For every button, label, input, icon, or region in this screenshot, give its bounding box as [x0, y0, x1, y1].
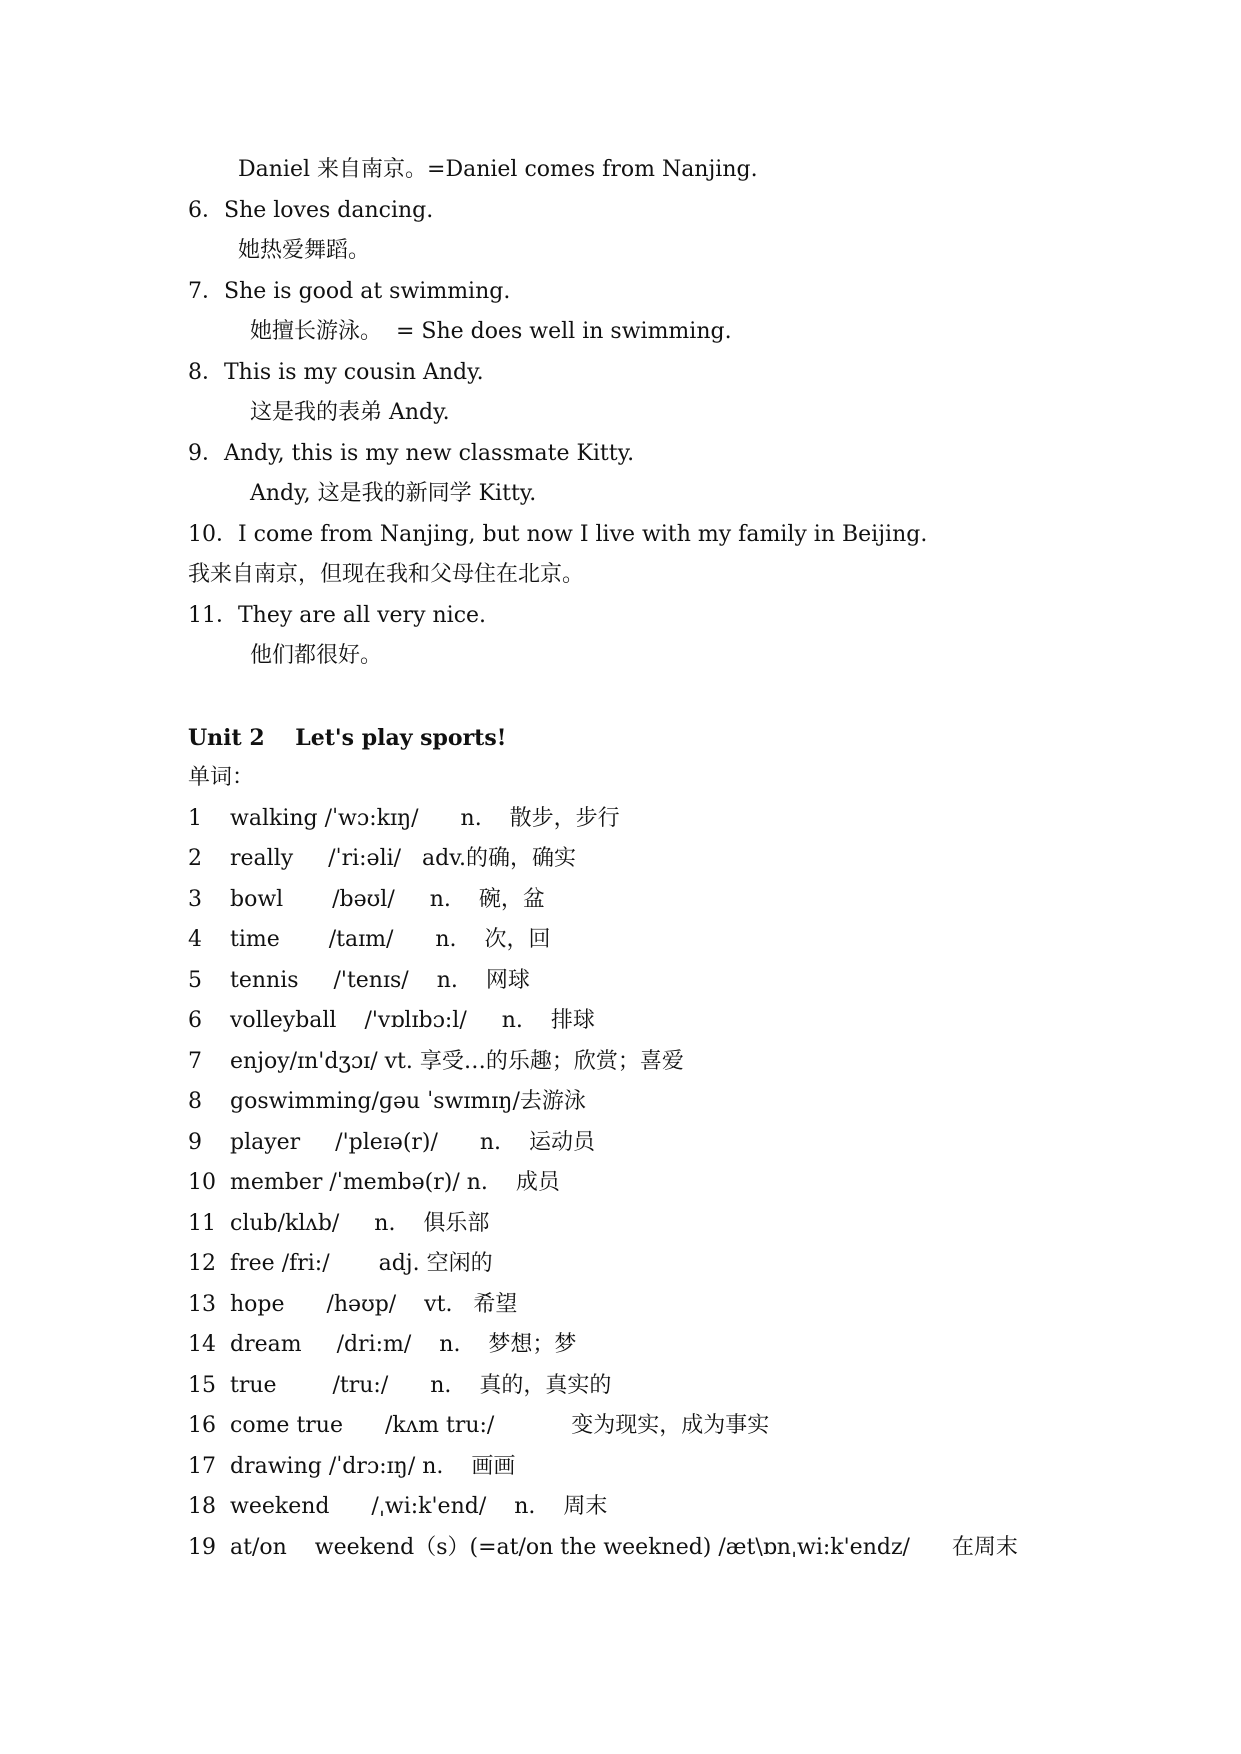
- vocab-entry: bowl /bəʊl/ n. 碗，盆: [230, 887, 545, 912]
- vocab-num: 8: [188, 1089, 202, 1114]
- vocab-num: 9: [188, 1130, 202, 1155]
- vocab-num: 15: [188, 1373, 216, 1398]
- vocab-num: 4: [188, 927, 202, 952]
- sentence-5-translation: Daniel 来自南京。=Daniel comes from Nanjing.: [238, 157, 758, 182]
- vocab-entry: member /ˈmembə(r)/ n. 成员: [230, 1170, 560, 1195]
- vocab-entry: club/klʌb/ n. 俱乐部: [230, 1211, 490, 1236]
- vocab-num: 16: [188, 1413, 216, 1438]
- vocab-num: 6: [188, 1008, 202, 1033]
- sentence-6-translation: 她热爱舞蹈。: [238, 238, 371, 263]
- vocab-num: 12: [188, 1251, 216, 1276]
- vocab-entry: weekend /ˌwi:k'end/ n. 周末: [230, 1494, 608, 1519]
- vocab-num: 1: [188, 806, 202, 831]
- vocab-num: 14: [188, 1332, 216, 1357]
- vocab-num: 10: [188, 1170, 216, 1195]
- sentence-11-translation: 他们都很好。: [250, 643, 383, 668]
- sentence-9: 9．Andy, this is my new classmate Kitty.: [188, 441, 635, 466]
- sentence-11: 11．They are all very nice.: [188, 603, 487, 628]
- sentence-7: 7．She is good at swimming.: [188, 279, 511, 304]
- sentence-9-translation: Andy, 这是我的新同学 Kitty.: [250, 481, 537, 506]
- vocab-entry: volleyball /'vɒlɪbɔ:l/ n. 排球: [230, 1008, 595, 1033]
- vocab-entry: walking /ˈwɔ:kɪŋ/ n. 散步，步行: [230, 806, 620, 831]
- vocab-entry: goswimming/ɡəu ˈswɪmɪŋ/去游泳: [230, 1089, 586, 1114]
- sentence-7-translation: 她擅长游泳。 = She does well in swimming.: [250, 319, 732, 344]
- vocab-entry: come true /kʌm tru:/ 变为现实，成为事实: [230, 1413, 770, 1438]
- vocab-entry: really /ˈri:əli/ adv.的确，确实: [230, 846, 577, 871]
- vocab-heading: 单词：: [188, 765, 255, 790]
- vocab-entry: player /'pleɪə(r)/ n. 运动员: [230, 1130, 596, 1155]
- vocab-entry: drawing /ˈdrɔ:ɪŋ/ n. 画画: [230, 1454, 516, 1479]
- vocab-entry: time /taɪm/ n. 次，回: [230, 927, 551, 952]
- sentence-10-translation: 我来自南京，但现在我和父母住在北京。: [188, 562, 585, 587]
- vocab-num: 17: [188, 1454, 216, 1479]
- vocab-num: 18: [188, 1494, 216, 1519]
- vocab-entry: at/on weekend（s）(=at/on the weekned) /æt\ɒnˌwi:k'endz/ 在周末: [230, 1535, 1018, 1560]
- vocab-entry: tennis /'tenɪs/ n. 网球: [230, 968, 530, 993]
- vocab-num: 13: [188, 1292, 216, 1317]
- vocab-num: 19: [188, 1535, 216, 1560]
- vocab-entry: hope /həʊp/ vt. 希望: [230, 1292, 518, 1317]
- vocab-num: 5: [188, 968, 202, 993]
- vocab-num: 3: [188, 887, 202, 912]
- sentence-8: 8．This is my cousin Andy.: [188, 360, 484, 385]
- vocab-entry: dream /dri:m/ n. 梦想；梦: [230, 1332, 577, 1357]
- unit-title: Unit 2 Let's play sports!: [188, 725, 507, 751]
- sentence-10: 10．I come from Nanjing, but now I live with my family in Beijing.: [188, 522, 928, 547]
- vocab-entry: true /tru:/ n. 真的，真实的: [230, 1373, 612, 1398]
- sentence-8-translation: 这是我的表弟 Andy.: [250, 400, 450, 425]
- vocab-num: 7: [188, 1049, 202, 1074]
- sentence-6: 6．She loves dancing.: [188, 198, 434, 223]
- vocab-entry: free /fri:/ adj. 空闲的: [230, 1251, 493, 1276]
- vocab-num: 11: [188, 1211, 216, 1236]
- vocab-num: 2: [188, 846, 202, 871]
- vocab-entry: enjoy/ɪn'dʒɔɪ/ vt. 享受…的乐趣；欣赏；喜爱: [230, 1049, 684, 1074]
